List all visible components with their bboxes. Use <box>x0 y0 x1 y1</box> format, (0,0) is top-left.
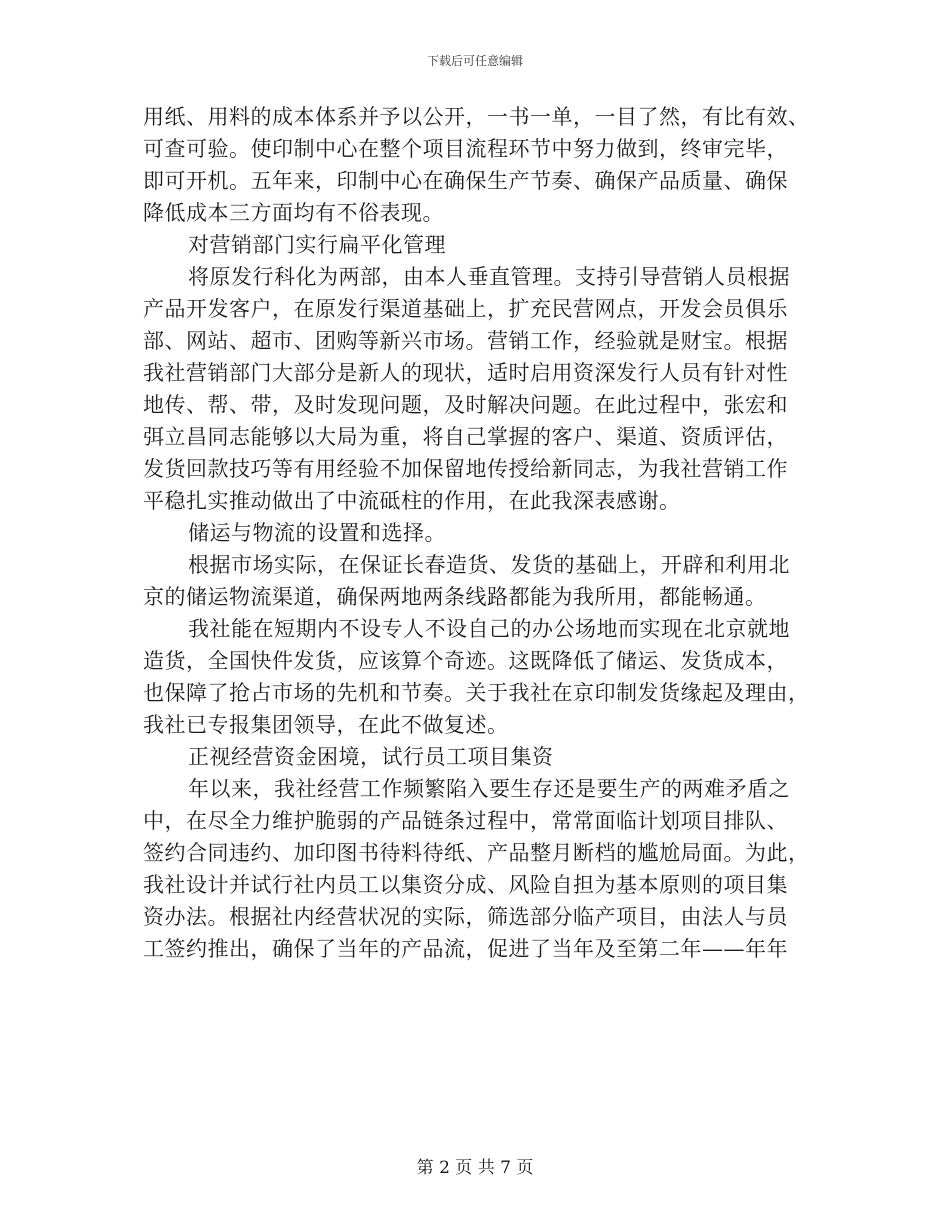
text-line: 即可开机。五年来，印制中心在确保生产节奏、确保产品质量、确保 <box>143 169 788 193</box>
text-line: 部、网站、超市、团购等新兴市场。营销工作，经验就是财宝。根据 <box>143 329 788 353</box>
text-line: 我社能在短期内不设专人不设自己的办公场地而实现在北京就地 <box>188 617 790 641</box>
text-line: 正视经营资金困境，试行员工项目集资 <box>188 745 554 769</box>
text-line: 造货，全国快件发货，应该算个奇迹。这既降低了储运、发货成本， <box>143 649 788 673</box>
text-line: 储运与物流的设置和选择。 <box>188 521 446 545</box>
text-line: 可查可验。使印制中心在整个项目流程环节中努力做到，终审完毕， <box>143 137 788 161</box>
text-line: 用纸、用料的成本体系并予以公开，一书一单，一目了然，有比有效、 <box>143 105 810 129</box>
document-body <box>143 101 813 965</box>
text-line: 我社设计并试行社内员工以集资分成、风险自担为基本原则的项目集 <box>143 873 788 897</box>
text-line: 京的储运物流渠道，确保两地两条线路都能为我所用，都能畅通。 <box>143 585 767 609</box>
text-line: 也保障了抢占市场的先机和节奏。关于我社在京印制发货缘起及理由， <box>143 681 810 705</box>
text-line: 发货回款技巧等有用经验不加保留地传授给新同志，为我社营销工作 <box>143 457 788 481</box>
text-line: 根据市场实际，在保证长春造货、发货的基础上，开辟和利用北 <box>188 553 790 577</box>
page-header-note: 下载后可任意编辑 <box>426 54 523 68</box>
text-line: 对营销部门实行扁平化管理 <box>188 233 446 257</box>
page-footer: 第 2 页 共 7 页 <box>416 1158 534 1178</box>
text-line: 弭立昌同志能够以大局为重，将自己掌握的客户、渠道、资质评估， <box>143 425 788 449</box>
text-line: 资办法。根据社内经营状况的实际，筛选部分临产项目，由法人与员 <box>143 905 788 929</box>
text-line: 我社已专报集团领导，在此不做复述。 <box>143 713 509 737</box>
text-line: 平稳扎实推动做出了中流砥柱的作用，在此我深表感谢。 <box>143 489 681 513</box>
text-line: 年以来，我社经营工作频繁陷入要生存还是要生产的两难矛盾之 <box>188 777 790 801</box>
text-line: 产品开发客户，在原发行渠道基础上，扩充民营网点，开发会员俱乐 <box>143 297 788 321</box>
text-line: 中，在尽全力维护脆弱的产品链条过程中，常常面临计划项目排队、 <box>143 809 788 833</box>
text-line: 工签约推出，确保了当年的产品流，促进了当年及至第二年——年年 <box>143 937 788 961</box>
text-line: 地传、帮、带，及时发现问题，及时解决问题。在此过程中，张宏和 <box>143 393 788 417</box>
text-line: 降低成本三方面均有不俗表现。 <box>143 201 444 225</box>
text-line: 我社营销部门大部分是新人的现状，适时启用资深发行人员有针对性 <box>143 361 788 385</box>
text-line: 将原发行科化为两部，由本人垂直管理。支持引导营销人员根据 <box>188 265 790 289</box>
text-line: 签约合同违约、加印图书待料待纸、产品整月断档的尴尬局面。为此， <box>143 841 810 865</box>
